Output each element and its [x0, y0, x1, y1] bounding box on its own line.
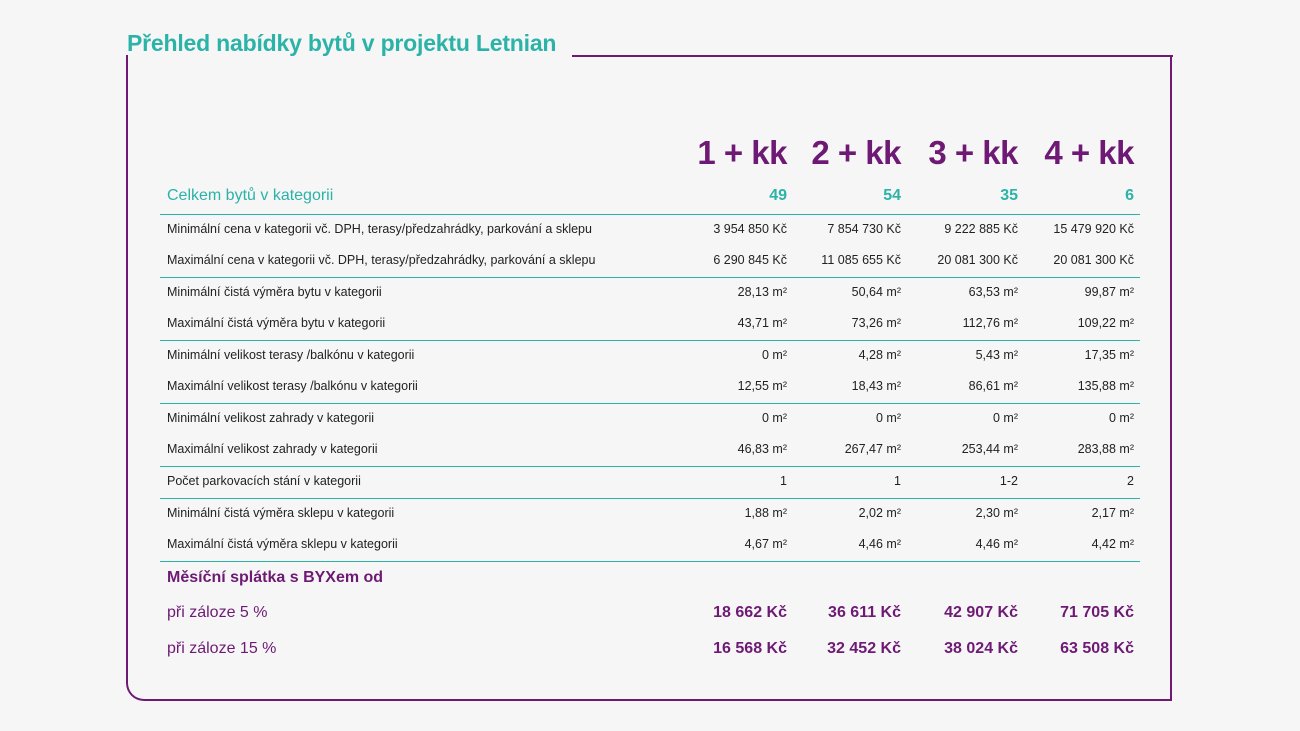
payment-value: 32 452 Kč	[827, 640, 901, 657]
row-label: Minimální velikost zahrady v kategorii	[167, 411, 375, 425]
table-cell: 28,13 m²	[737, 285, 787, 299]
count-4kk: 6	[1125, 187, 1134, 204]
table-cell: 7 854 730 Kč	[827, 222, 901, 236]
row-label: Maximální cena v kategorii vč. DPH, terasy/předzahrádky, parkování a sklepu	[167, 253, 596, 267]
payment-value: 38 024 Kč	[944, 640, 1018, 657]
separator	[160, 561, 1140, 562]
separator	[160, 277, 1140, 278]
row-label: Minimální cena v kategorii vč. DPH, terasy/předzahrádky, parkování a sklepu	[167, 222, 592, 236]
table-cell: 0 m²	[993, 411, 1018, 425]
table-cell: 253,44 m²	[961, 442, 1018, 456]
row-label: Maximální velikost zahrady v kategorii	[167, 442, 378, 456]
table-cell: 2	[1127, 474, 1134, 488]
table-cell: 99,87 m²	[1084, 285, 1134, 299]
separator	[160, 498, 1140, 499]
table-cell: 43,71 m²	[737, 316, 787, 330]
column-header-2kk: 2 + kk	[811, 134, 901, 171]
table-cell: 283,88 m²	[1077, 442, 1134, 456]
payment-value: 36 611 Kč	[828, 604, 901, 621]
table-cell: 4,46 m²	[975, 537, 1018, 551]
table-cell: 2,02 m²	[858, 506, 901, 520]
table-row	[160, 285, 1140, 301]
count-row	[160, 187, 1140, 207]
table-cell: 135,88 m²	[1077, 379, 1134, 393]
column-header-1kk: 1 + kk	[697, 134, 787, 171]
table-row	[160, 474, 1140, 490]
payment-value: 18 662 Kč	[713, 604, 787, 621]
table-cell: 0 m²	[876, 411, 901, 425]
table-cell: 1,88 m²	[744, 506, 787, 520]
row-label: Minimální čistá výměra bytu v kategorii	[167, 285, 382, 299]
payment-heading: Měsíční splátka s BYXem od	[167, 569, 384, 586]
row-label: Minimální velikost terasy /balkónu v kategorii	[167, 348, 415, 362]
count-row-label: Celkem bytů v kategorii	[167, 187, 334, 204]
separator	[160, 340, 1140, 341]
table-cell: 0 m²	[762, 348, 787, 362]
row-label: Maximální velikost terasy /balkónu v kategorii	[167, 379, 418, 393]
table-cell: 46,83 m²	[737, 442, 787, 456]
table-cell: 9 222 885 Kč	[944, 222, 1018, 236]
table-cell: 4,28 m²	[858, 348, 901, 362]
table-cell: 4,67 m²	[744, 537, 787, 551]
table-cell: 17,35 m²	[1084, 348, 1134, 362]
payment-row-label: při záloze 15 %	[167, 640, 277, 657]
count-2kk: 54	[883, 187, 901, 204]
table-cell: 20 081 300 Kč	[937, 253, 1018, 267]
column-header-row	[160, 134, 1140, 174]
table-row	[160, 348, 1140, 364]
table-cell: 1	[780, 474, 787, 488]
row-label: Počet parkovacích stání v kategorii	[167, 474, 361, 488]
table-cell: 15 479 920 Kč	[1053, 222, 1134, 236]
table-cell: 86,61 m²	[968, 379, 1018, 393]
table-cell: 18,43 m²	[851, 379, 901, 393]
payment-row	[160, 640, 1140, 662]
table-cell: 6 290 845 Kč	[713, 253, 787, 267]
table-cell: 0 m²	[762, 411, 787, 425]
payment-row	[160, 604, 1140, 626]
table-row	[160, 316, 1140, 332]
page-title: Přehled nabídky bytů v projektu Letnian	[127, 30, 557, 56]
table-cell: 0 m²	[1109, 411, 1134, 425]
table-row	[160, 506, 1140, 522]
table-row	[160, 537, 1140, 553]
payment-section-heading	[160, 569, 1140, 591]
frame-top-line	[572, 55, 1173, 57]
table-row	[160, 442, 1140, 458]
table-cell: 4,46 m²	[858, 537, 901, 551]
table-cell: 109,22 m²	[1077, 316, 1134, 330]
separator	[160, 403, 1140, 404]
separator	[160, 466, 1140, 467]
table-row	[160, 222, 1140, 238]
table-cell: 20 081 300 Kč	[1053, 253, 1134, 267]
table-cell: 267,47 m²	[844, 442, 901, 456]
payment-row-label: při záloze 5 %	[167, 604, 268, 621]
table-cell: 5,43 m²	[975, 348, 1018, 362]
table-cell: 2,30 m²	[975, 506, 1018, 520]
table-cell: 112,76 m²	[962, 316, 1018, 330]
table-row	[160, 379, 1140, 395]
separator	[160, 214, 1140, 215]
count-3kk: 35	[1000, 187, 1018, 204]
row-label: Maximální čistá výměra bytu v kategorii	[167, 316, 386, 330]
table-cell: 73,26 m²	[851, 316, 901, 330]
payment-value: 16 568 Kč	[713, 640, 787, 657]
payment-value: 63 508 Kč	[1060, 640, 1134, 657]
payment-value: 71 705 Kč	[1060, 604, 1134, 621]
table-cell: 1-2	[999, 474, 1018, 488]
column-header-3kk: 3 + kk	[928, 134, 1018, 171]
payment-value: 42 907 Kč	[944, 604, 1018, 621]
table-cell: 1	[894, 474, 901, 488]
table-cell: 11 085 655 Kč	[821, 253, 901, 267]
table-row	[160, 411, 1140, 427]
row-label: Minimální čistá výměra sklepu v kategorii	[167, 506, 395, 520]
table-cell: 3 954 850 Kč	[713, 222, 787, 236]
table-cell: 12,55 m²	[737, 379, 787, 393]
table-cell: 63,53 m²	[968, 285, 1018, 299]
count-1kk: 49	[769, 187, 787, 204]
table-row	[160, 253, 1140, 269]
table-cell: 2,17 m²	[1091, 506, 1134, 520]
column-header-4kk: 4 + kk	[1044, 134, 1134, 171]
table-cell: 50,64 m²	[851, 285, 901, 299]
table-cell: 4,42 m²	[1091, 537, 1134, 551]
row-label: Maximální čistá výměra sklepu v kategorii	[167, 537, 398, 551]
